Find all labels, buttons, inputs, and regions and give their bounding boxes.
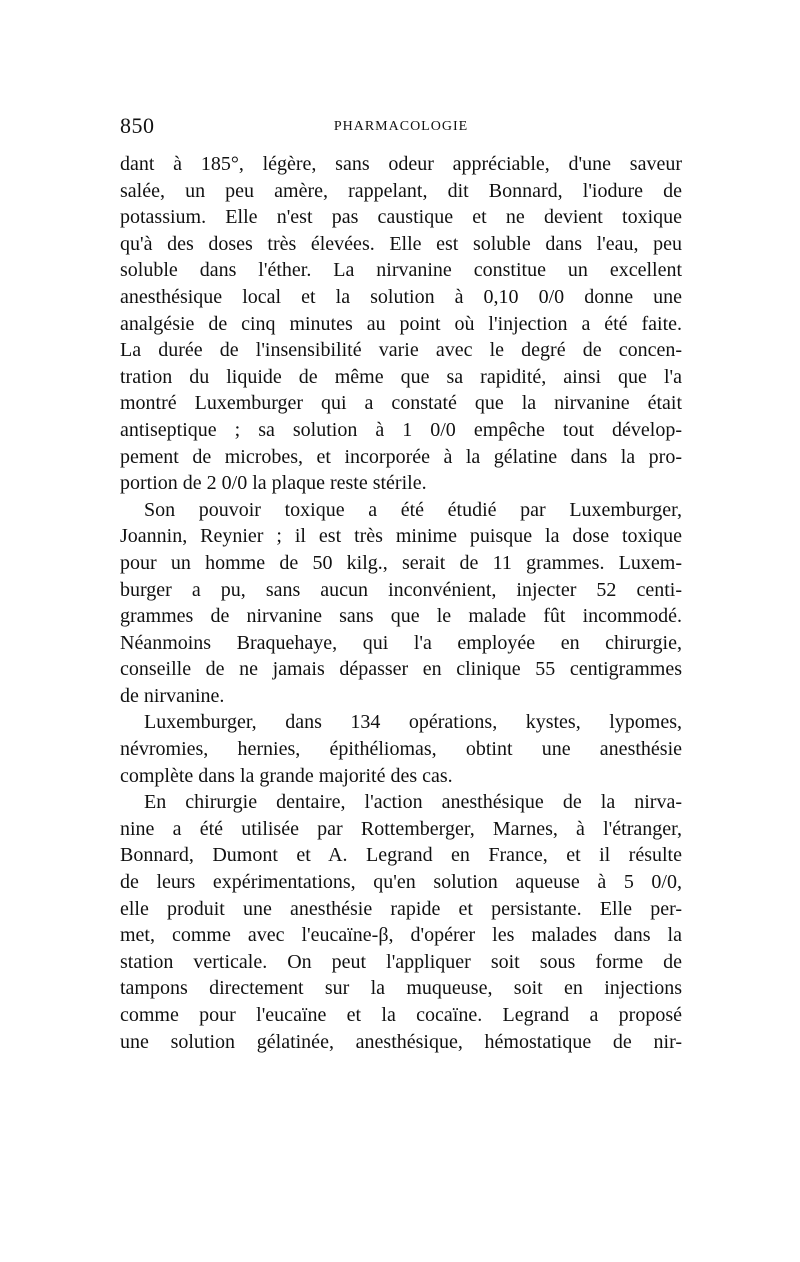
text-line: potassium. Elle n'est pas caustique et ne devient toxique	[120, 206, 682, 229]
text-line: comme pour l'eucaïne et la cocaïne. Legrand a proposé	[120, 1004, 682, 1026]
text-line: pement de microbes, et incorporée à la gélatine dans la pro-	[120, 445, 682, 468]
body-text	[120, 151, 682, 1055]
text-line: de leurs expérimentations, qu'en solution aqueuse à 5 0/0,	[120, 871, 682, 894]
text-line: dant à 185°, légère, sans odeur appréciable, d'une saveur	[120, 153, 682, 175]
text-line: Joannin, Reynier ; il est très minime puisque la dose toxique	[120, 525, 682, 548]
text-line: antiseptique ; sa solution à 1 0/0 empêche tout dévelop-	[120, 418, 682, 441]
text-line: Luxemburger, dans 134 opérations, kystes, lypomes,	[144, 711, 682, 734]
text-line: anesthésique local et la solution à 0,10 0/0 donne une	[120, 285, 682, 308]
text-line: montré Luxemburger qui a constaté que la nirvanine était	[120, 392, 682, 415]
text-line: En chirurgie dentaire, l'action anesthésique de la nirva-	[144, 791, 682, 814]
text-line: complète dans la grande majorité des cas.	[120, 764, 453, 787]
text-line: elle produit une anesthésie rapide et persistante. Elle per-	[120, 897, 682, 920]
text-line: station verticale. On peut l'appliquer soit sous forme de	[120, 950, 682, 973]
text-line: La durée de l'insensibilité varie avec le degré de concen-	[120, 339, 682, 362]
running-head	[120, 113, 682, 143]
text-line: Son pouvoir toxique a été étudié par Luxemburger,	[144, 498, 682, 521]
page-number: 850	[120, 113, 155, 138]
text-line: tampons directement sur la muqueuse, soit en injections	[120, 977, 682, 1000]
text-line: névromies, hernies, épithéliomas, obtint une anesthésie	[120, 738, 682, 761]
text-line: portion de 2 0/0 la plaque reste stérile.	[120, 472, 427, 495]
text-line: salée, un peu amère, rappelant, dit Bonnard, l'iodure de	[120, 179, 682, 202]
text-line: Néanmoins Braquehaye, qui l'a employée en chirurgie,	[120, 631, 682, 654]
text-line: pour un homme de 50 kilg., serait de 11 grammes. Luxem-	[120, 551, 682, 574]
text-line: met, comme avec l'eucaïne-β, d'opérer les malades dans la	[120, 924, 682, 947]
text-line: soluble dans l'éther. La nirvanine constitue un excellent	[120, 259, 682, 282]
running-title: PHARMACOLOGIE	[333, 119, 469, 134]
text-line: burger a pu, sans aucun inconvénient, injecter 52 centi-	[120, 578, 682, 601]
text-line: Bonnard, Dumont et A. Legrand en France, et il résulte	[120, 844, 682, 867]
text-line: tration du liquide de même que sa rapidité, ainsi que l'a	[120, 365, 682, 388]
text-line: nine a été utilisée par Rottemberger, Marnes, à l'étranger,	[120, 817, 682, 840]
text-line: analgésie de cinq minutes au point où l'injection a été faite.	[120, 312, 682, 335]
text-line: qu'à des doses très élevées. Elle est soluble dans l'eau, peu	[120, 232, 682, 255]
text-line: une solution gélatinée, anesthésique, hémostatique de nir-	[120, 1030, 682, 1053]
text-line: conseille de ne jamais dépasser en clinique 55 centigrammes	[120, 658, 682, 681]
text-line: grammes de nirvanine sans que le malade fût incommodé.	[120, 605, 682, 628]
text-line: de nirvanine.	[120, 684, 225, 707]
